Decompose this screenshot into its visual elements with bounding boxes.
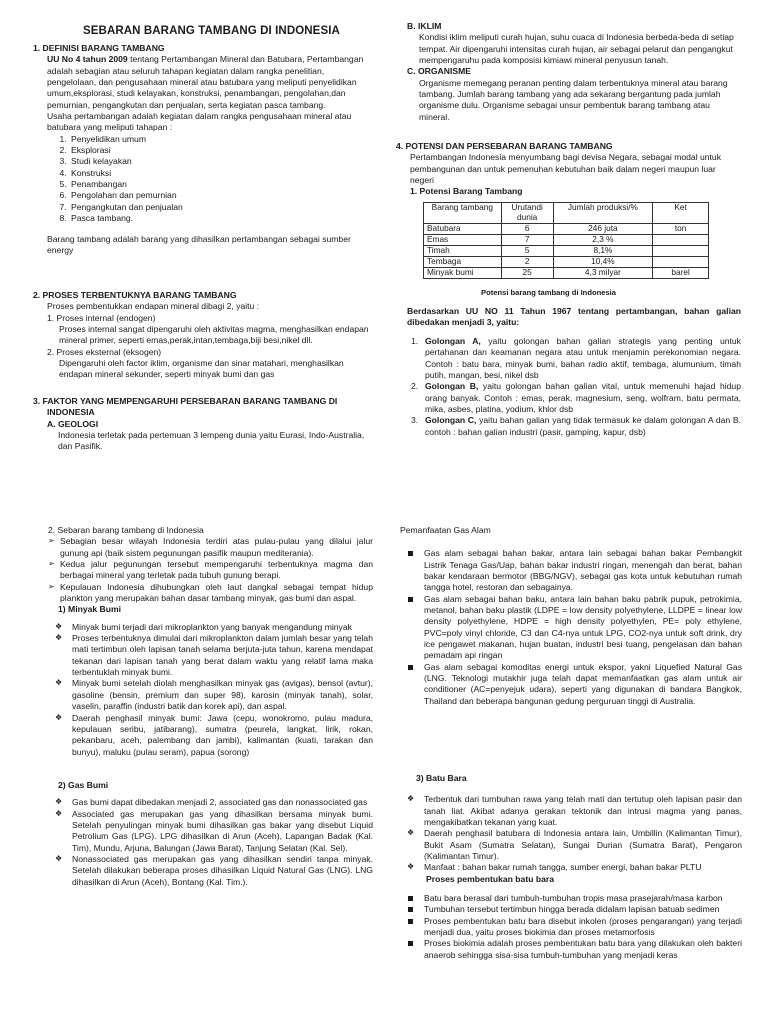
list-item-text: Gas alam sebagai bahan baku, antara lain bahan baku pabrik pupuk, petrokimia, metanol, bahan baku plastik (LDPE = low density polyethylene, LLDPE = linear low density polyethylene, HDPE = high density polyethylen, PE= poly ethylene, PVC=poly vinyl chloride, C3 dan C4-nya untuk LPG, CO2-nya untuk soft drink, dry ice pengawet makanan, hujan buatan, industri besi tuang, pengelasan dan bahan pemadam api ringan [424,593,742,661]
geologi-heading: A. GEOLOGI [47,418,99,429]
law-text: tentang Pertambangan Mineral dan Batubara, Pertambangan adalah sebagian atau seluruh tahapan kegiatan dalam rangka penelitian, pengelolaan, dan pengusahaan mineral atau batubara yang meliputi penyelidikan umum,eksplorasi, studi kelayakan, konstruksi, penambangan, pengolahan,dan pemurnian, pengangkutan dan penjualan, serta kegiatan pasca tambang. [47,54,364,110]
proses-batubara-heading: Proses pembentukan batu bara [426,873,554,884]
table-row [424,245,709,256]
iklim-text: Kondisi iklim meliputi curah hujan, suhu cuaca di Indonesia berbeda-beda di setiap tempat. Air dipengaruhi intensitas curah hujan, air sebagai pelarut dan pengangkut mempengaruhu pada komposisi kimiawi mineral penyusun tanah. [419,32,734,66]
table-cell [653,245,709,256]
gas-heading: 2) Gas Bumi [58,779,109,790]
table-cell: 8,1% [553,245,653,256]
diamond-bullet-icon: ❖ [55,853,63,863]
list-item-text: Manfaat : bahan bakar rumah tangga, sumber energi, bahan bakar PLTU [424,862,702,873]
sebaran-heading: 2. Sebaran barang tambang di Indonesia [48,525,204,535]
list-item [400,828,742,862]
diamond-bullet-icon: ❖ [55,678,63,688]
table-cell: 10,4% [553,256,653,267]
golongan-name: Golongan B, [425,381,479,392]
table-cell: 25 [501,267,553,278]
square-bullet-icon [408,551,413,556]
square-bullet-icon [408,919,413,924]
list-item [48,622,373,633]
golongan-text: yaitu bahan galian yang tidak termasuk ke dalam golongan A dan B. contoh : bahan galian industri (pasir, gamping, kapur, dsb) [425,415,741,437]
proses-batubara-list [400,893,742,961]
section-potensi [396,141,741,198]
section-definisi [33,43,373,256]
square-bullet-icon [408,907,413,912]
list-item-text: Gas alam sebagai bahan bakar, antara lain sebagai bahan bakar Pembangkit Listrik Tenaga Gas/Uap, bahan bakar industri ringan, menengah dan berat, bahan bakar kendaraan bermotor (BBG/NGV), sebagai gas kota untuk kebutuhan rumah tangga hotel, restoran dan sebagainya. [424,548,742,593]
list-item [48,559,373,582]
table-cell: 7 [501,234,553,245]
usaha-paragraph: Usaha pertambangan adalah kegiatan dalam rangka pengusahaan mineral atau batubara yang meliputi tahapan : [47,111,352,133]
list-item [48,713,373,758]
arrow-bullet-icon: ➢ [48,581,55,591]
geologi-text: Indonesia terletak pada pertemuan 3 lempeng dunia yaitu Eurasi, Indo-Australia, dan Pasifik. [58,430,365,452]
list-item: 7. Pengangkutan dan penjualan [69,202,373,213]
barang-tambang-paragraph: Barang tambang adalah barang yang dihasilkan pertambangan sebagai sumber energy [47,233,351,255]
golongan-name: Golongan C, [425,415,477,426]
table-header-cell: Urutandi dunia [501,203,553,224]
list-item: 8. Pasca tambang. [69,213,373,224]
list-item [48,633,373,678]
section-heading: 4. POTENSI DAN PERSEBARAN BARANG TAMBANG [396,141,613,151]
minyak-list [48,622,373,758]
diamond-bullet-icon: ❖ [55,808,63,818]
list-item: 1. Penyelidikan umum [69,134,373,145]
golongan-text: yaitu golongan bahan galian strategis yang penting untuk pertahanan dan keamanan negara atau untuk menjamin perekonomian negara. Contoh : batu bara, minyak bumi, bahan radio aktif, tembaga, alumunium, timah putih, mangan, besi, nikel dsb [425,336,741,381]
golongan-name: Golongan A, [425,336,481,346]
table-cell: Timah [424,245,502,256]
table-row [424,234,709,245]
tahapan-list [33,134,373,225]
law-reference: UU No 4 tahun 2009 [47,54,128,65]
table-row [424,267,709,278]
table-cell: ton [653,223,709,234]
table-cell: 4,3 milyar [553,267,653,278]
page-title: SEBARAN BARANG TAMBANG DI INDONESIA [83,25,340,37]
list-item [48,797,373,808]
list-number: 2. [411,381,419,392]
section-iklim-organisme [407,21,739,123]
diamond-bullet-icon: ❖ [407,794,415,804]
section-batubara [407,773,742,961]
proses-item-label: 1. Proses internal (endogen) [47,312,156,323]
list-item-text: Batu bara berasal dari tumbuh-tumbuhan tropis masa prasejarah/masa karbon [424,893,723,904]
gas-list [48,797,373,888]
golongan-item [411,381,741,415]
table-cell: 2,3 % [553,234,653,245]
list-item [400,916,742,939]
list-item [48,809,373,854]
list-item-text: Gas bumi dapat dibedakan menjadi 2, associated gas dan nonassociated gas [72,797,368,808]
proses-item-text: Dipengaruhi oleh factor iklim, organisme dan sinar matahari, menghasilkan endapan mineral sekunder, seperti minyak bumi dan gas [59,358,344,380]
organisme-text: Organisme memegang peranan penting dalam terbentuknya mineral atau barang tambang. Jumlah barang tambang yang ada sekarang bergantung pada jumlah organisme dulu. Organisme sebagai unsur pembentuk barang tambang atau mineral. [419,77,728,122]
section-heading: 2. PROSES TERBENTUKNYA BARANG TAMBANG [33,290,237,300]
square-bullet-icon [408,941,413,946]
table-header-row [424,203,709,224]
table-header-cell: Jumlah produksi/% [553,203,653,224]
diamond-bullet-icon: ❖ [407,828,415,838]
list-item [48,854,373,888]
definition-paragraph [33,54,373,111]
table-caption: Potensi barang tambang di Indonesia [481,288,617,297]
arrow-bullet-icon: ➢ [48,559,55,569]
table-cell: 5 [501,245,553,256]
list-item [400,938,742,961]
list-item-text: Proses biokimia adalah proses pembentukan batu bara yang dilakukan oleh bakteri anaerob sehingga sisa-sisa tumbuh-tumbuhan yang menjadi keras [424,938,742,960]
table-row [424,256,709,267]
table-cell: Tembaga [424,256,502,267]
batubara-list [400,794,742,873]
list-item: 2. Eksplorasi [69,145,373,156]
list-item [400,548,742,593]
list-item: 3. Studi kelayakan [69,156,373,167]
section-heading: 3. FAKTOR YANG MEMPENGARUHI PERSEBARAN BARANG TAMBANG DI [33,396,338,406]
list-item: 6. Pengolahan dan pemurnian [69,190,373,201]
list-number: 3. [411,415,419,426]
diamond-bullet-icon: ❖ [55,712,63,722]
table-cell [653,234,709,245]
golongan-item [411,415,741,438]
list-item: 5. Penambangan [69,179,373,190]
list-item-text: Terbentuk dari tumbuhan rawa yang telah mati dan tertutup oleh lapisan pasir dan tanah liat. Akibat adanya gerakan tektonik dan intrusi magma yang panas, mengakibatkan tekanan yang kuat. [424,794,742,828]
section-heading-cont: INDONESIA [47,407,95,418]
list-item [400,904,742,915]
list-item: 4. Konstruksi [69,168,373,179]
list-item-text: Daerah penghasil minyak bumi: Jawa (cepu, wonokromo, pulau madura, kepulauan seribu, jatibarang), sumatra (peurela, langkat, lirik, rokan, pekanbaru, aceh, palembang dan jambi), kalimantan (kuati, tarakan dan bunyu), maluku (pulau seram), papua (sorong) [72,712,373,757]
minyak-heading: 1) Minyak Bumi [58,604,122,615]
list-item-text: Kepulauan Indonesia dihubungkan oleh laut dangkal sebagai tempat hidup plankton yang merupakan bahan dasar tambang minyak, gas bumi dan aspal. [60,581,373,604]
square-bullet-icon [408,597,413,602]
list-item [400,862,742,873]
list-item-text: Nonassociated gas merupakan gas yang dihasilkan sendiri tanpa minyak. Setelah dilakukan beberapa proses dihasilkan Liquid Natural Gas (LNG). LNG dihasilkan di Arun (Aceh), Bontang (Kal. Tim.). [72,853,373,887]
section-heading: 1. DEFINISI BARANG TAMBANG [33,43,165,53]
proses-item-2 [33,347,373,381]
sebaran-list [48,536,373,604]
list-item [48,536,373,559]
proses-item-text: Proses internal sangat dipengaruhi oleh aktivitas magma, menghasilkan endapan mineral primer, seperti emas,perak,intan,tembaga,biji besi,nikel dll. [59,324,369,346]
diamond-bullet-icon: ❖ [407,862,415,872]
table-body [424,223,709,278]
list-item-text: Kedua jalur pegunungan tersebut mempengaruhi terbentuknya magma dan berbagai mineral yang terletak pada tubuh gunung berapi. [60,559,373,581]
list-item [400,662,742,707]
golongan-item [411,336,741,381]
table-header-cell: Ket [653,203,709,224]
list-item-text: Gas alam sebagai komoditas energi untuk ekspor, yakni Liquefied Natural Gas (LNG. Teknologi mutakhir juga telah dapat memanfaatkan gas alam untuk air conditioner (AC=penyejuk udara), seperti yang digunakan di bandara Bangkok, Thailand dan beberapa bangunan gedung perguruan tinggi di Australia. [424,661,742,706]
arrow-bullet-icon: ➢ [48,536,55,546]
list-item [400,594,742,662]
list-item [400,794,742,828]
table-cell: 246 juta [553,223,653,234]
list-item-text: Proses terbentuknya dimulai dari mikroplankton dalam jumlah besar yang telah mati tertimbun oleh lapisan tanah selama berjuta-juta tahun, karena mendapat tekanan dari lapisan tanah yang berat dalam waktu yang relatif lama maka terbentuklah minyak bumi. [72,633,373,678]
list-item-text: Daerah penghasil batubara di Indonesia antara lain, Umbillin (Kalimantan Timur), Bukit Asam (Sumatra Selatan), Sungai Durian (Sumatra Barat), Pengaron (Kalimantan Timur). [424,828,742,862]
list-item-text: Minyak bumi setelah diolah menghasilkan minyak gas (avigas), bensol (avtur), gasoline (bensin, premium dan super 98), karosin (minyak tanah), solar, vaselin, paraffin (industri batik dan korek api), dan aspal. [72,678,373,712]
golongan-list [411,336,741,438]
list-item [400,893,742,904]
table-header-cell: Barang tambang [424,203,502,224]
proses-item-label: 2. Proses eksternal (eksogen) [47,346,162,357]
batubara-heading: 3) Batu Bara [416,773,467,783]
table-cell: Emas [424,234,502,245]
iklim-heading: B. IKLIM [407,21,442,31]
gas-alam-heading: Pemanfaatan Gas Alam [400,525,491,535]
table-cell: 2 [501,256,553,267]
square-bullet-icon [408,665,413,670]
section-sebaran [48,525,373,888]
potensi-intro: Pertambangan Indonesia menyumbang bagi devisa Negara, sebagai modal untuk pembangunan dan untuk pemenuhan kebutuhan baik dalam negeri maupun luar negeri [410,152,722,186]
potensi-table [423,202,709,279]
table-cell: barel [653,267,709,278]
table-cell: 6 [501,223,553,234]
proses-intro: Proses pembentukkan endapan mineral dibagi 2, yaitu : [47,301,260,312]
diamond-bullet-icon: ❖ [55,797,63,807]
square-bullet-icon [408,896,413,901]
list-item-text: Associated gas merupakan gas yang dihasilkan bersama minyak bumi. Setelah penyulingan minyak bumi dihasilkan gas bakar yang disebut Liquid Petrolium Gas (LPG). LPG dihasilkan di Arun (Aceh), Lapangan Badak (Kal. Tim), Mundu, Arjuna, Balungan (Jawa Barat), Tanjung Selatan (Kal. Sel). [72,808,373,853]
potensi-subheading: 1. Potensi Barang Tambang [410,186,523,197]
diamond-bullet-icon: ❖ [55,633,63,643]
list-item-text: Sebagian besar wilayah Indonesia terdiri atas pulau-pulau yang dilalui jalur gunung api (baik sistem pegunungan pasifik maupun mediterania). [60,536,373,558]
section-proses [33,290,373,381]
table-cell [653,256,709,267]
list-item [48,582,373,605]
uu-paragraph: Berdasarkan UU NO 11 Tahun 1967 tentang pertambangan, bahan galian dibedakan menjadi 3, yaitu: [407,306,741,328]
table-cell: Minyak bumi [424,267,502,278]
table-row [424,223,709,234]
diamond-bullet-icon: ❖ [55,621,63,631]
list-number: 1. [411,336,419,346]
list-item-text: Tumbuhan tersebut tertimbun hingga berada didalam lapisan batuab sedimen [424,904,720,915]
list-item-text: Minyak bumi terjadi dari mikroplankton yang banyak mengandung minyak [72,621,352,632]
list-item-text: Proses pembentukan batu bara disebut inkolen (proses pengarangan) yang terjadi menjadi dua, yaitu proses biokimia dan proses metamorfosis [424,915,742,938]
proses-item-1 [33,313,373,347]
section-faktor [33,396,373,453]
golongan-text: yaitu golongan bahan galian vital, untuk memenuhi hajad hidup orang banyak. Contoh : emas, perak, magnesium, seng, wolfram, batu permata, mika, asbes, platina, yodium, khlor dsb [425,381,741,415]
list-item [48,678,373,712]
gas-alam-list [400,548,742,707]
section-gas-alam [400,525,742,707]
table-cell: Batubara [424,223,502,234]
organisme-heading: C. ORGANISME [407,66,471,77]
